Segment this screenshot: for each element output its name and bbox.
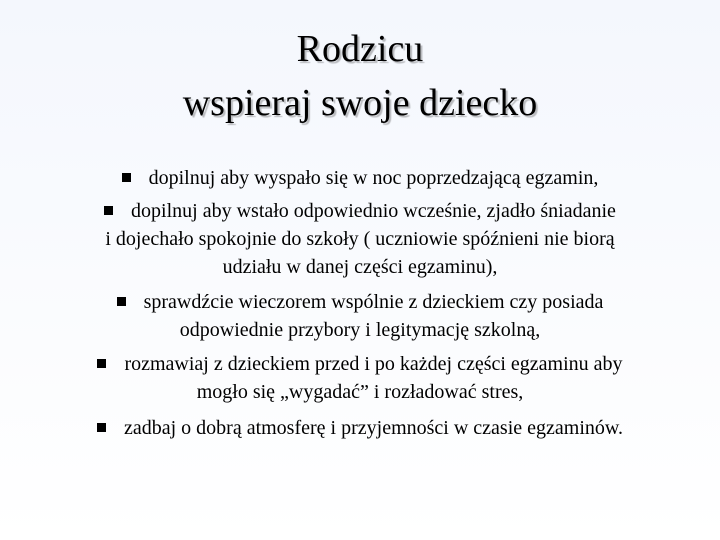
bullet-2-line-1: dopilnuj aby wstało odpowiednio wcześnie, zjadło śniadanie: [131, 200, 616, 222]
square-bullet-icon: [122, 173, 131, 182]
bullet-2-line-2: i dojechało spokojnie do szkoły ( uczniowie spóźnieni nie biorą: [105, 228, 615, 250]
square-bullet-icon: [104, 206, 113, 215]
bullet-3-continuation-1: [0, 320, 720, 340]
bullet-1: [0, 168, 720, 188]
bullet-2: [0, 201, 720, 221]
bullet-2-continuation-2: [0, 257, 720, 277]
bullet-4-continuation-1: [0, 382, 720, 402]
bullet-3: [0, 292, 720, 312]
slide-title-line-1: Rodzicu: [296, 28, 424, 70]
bullet-3-line-1: sprawdźcie wieczorem wspólnie z dzieckiem czy posiada: [143, 291, 604, 313]
bullet-1-line-1: dopilnuj aby wyspało się w noc poprzedzającą egzamin,: [148, 167, 599, 189]
square-bullet-icon: [117, 297, 126, 306]
bullet-4-line-1: rozmawiaj z dzieckiem przed i po każdej części egzaminu aby: [124, 353, 623, 375]
bullet-5-line-1: zadbaj o dobrą atmosferę i przyjemności w czasie egzaminów.: [123, 417, 624, 439]
square-bullet-icon: [97, 359, 106, 368]
bullet-5: [0, 418, 720, 438]
slide-title-line-2: wspieraj swoje dziecko: [182, 82, 538, 124]
bullet-4-line-2: mogło się „wygadać” i rozładować stres,: [196, 381, 524, 403]
bullet-3-line-2: odpowiednie przybory i legitymację szkolną,: [179, 319, 541, 341]
bullet-4: [0, 354, 720, 374]
bullet-2-line-3: udziału w danej części egzaminu),: [222, 256, 498, 278]
bullet-2-continuation-1: [0, 229, 720, 249]
square-bullet-icon: [97, 423, 106, 432]
